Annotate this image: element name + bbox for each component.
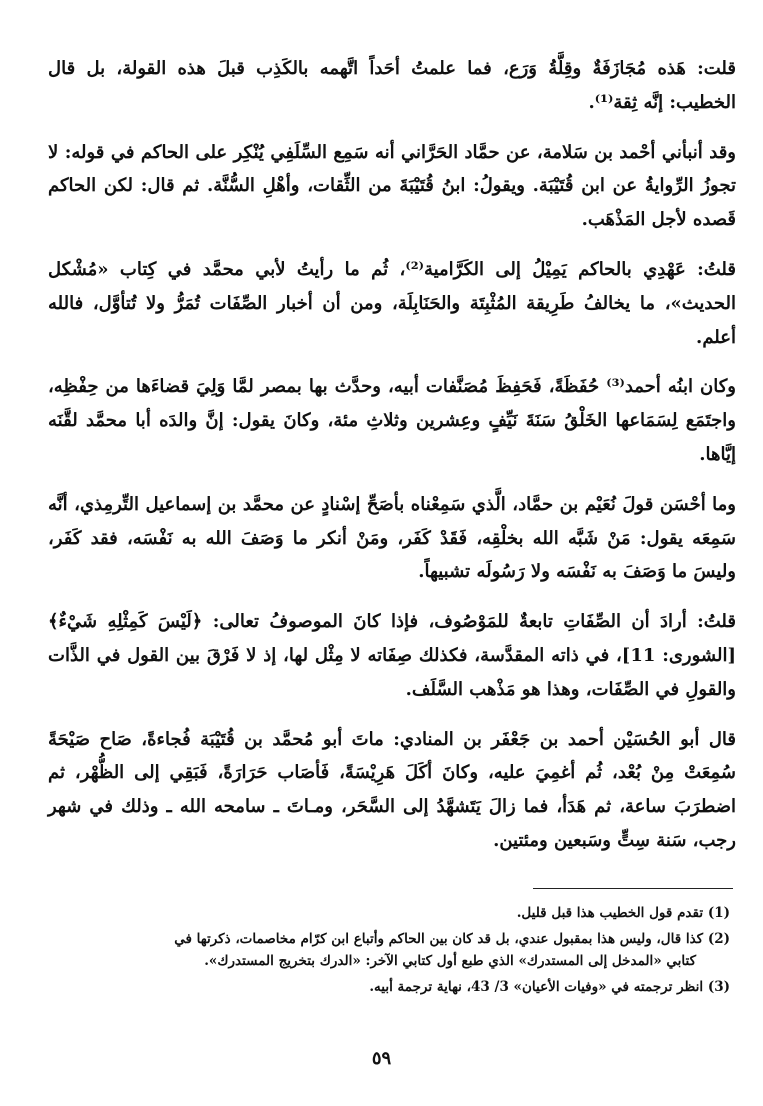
paragraph-3: قلتُ: عَهْدِي بالحاكم يَمِيْلُ إلى الكَرَّامية⁽²⁾، ثُم ما رأيتُ لأبي محمَّد في كِتاب «مُشْكل الحديث»، ما يخالفُ طَرِيقة المُثْبِتَة والحَنَابِلَة، ومن أن أخبار الصِّفَات تُمَرُّ ولا تُتأوَّل، فالله أعلم. [48, 258, 736, 348]
paragraph-6: قلتُ: أرادَ أن الصِّفَاتِ تابعةٌ للمَوْصُوف، فإذا كانَ الموصوفُ تعالى: ﴿لَيْسَ كَمِثْلِهِ شَيْءٌ﴾ [الشورى: 11]، في ذاته المقدَّسة، فكذلك صِفَاته لا مِثْل لها، إذ لا فَرْقَ بين القول في الذَّات والقولِ في الصِّفَات، وهذا هو مَذْهب السَّلَف. [48, 611, 736, 700]
footnote-separator [533, 888, 733, 889]
footnote-1-line [40, 902, 730, 924]
main-text [48, 52, 736, 874]
paragraph-1: قلت: هَذه مُجَازَفَةٌ وقِلَّةُ وَرَع، فما علمتُ أحَداً اتَّهمه بالكَذِب قبلَ هذه القولة، بل قال الخطيب: إنَّه ثِقة⁽¹⁾. [48, 58, 736, 113]
footnotes [40, 902, 730, 1002]
footnote-3-line [40, 976, 730, 998]
page-number: ٥٩ [371, 1048, 392, 1069]
footnote-1-text: تقدم قول الخطيب هذا قبل قليل. [516, 905, 704, 921]
footnote-3 [40, 976, 730, 998]
footnote-2 [40, 928, 730, 972]
footnote-1 [40, 902, 730, 924]
paragraph-2: وقد أنبأني أحْمد بن سَلامة، عن حمَّاد الحَرَّاني أنه سَمِع السِّلَفِي يُنْكِر على الحاكم في قوله: لا تجوزُ الرِّوايةُ عن ابن قُتَيْبَة. ويقولُ: ابنُ قُتَيْبَةَ من الثِّقات، وأهْلِ السُّنَّة. ثم قال: لكن الحاكم قَصده لأجل المَذْهَب. [48, 141, 736, 231]
footnote-3-text: انظر ترجمته في «وفيات الأعيان» 3/ 43، نهاية ترجمة أبيه. [369, 979, 704, 995]
footnote-2-text-1: كذا قال، وليس هذا بمقبول عندي، بل قد كان بين الحاكم وأتباع ابن كرّام مخاصمات، ذكرتها في [174, 931, 704, 947]
footnote-2-number: (2) [707, 931, 730, 947]
footnote-1-number: (1) [707, 905, 730, 921]
paragraph-5: وما أحْسَن قولَ نُعَيْم بن حمَّاد، الَّذي سَمِعْناه بأصَحِّ إسْنادٍ عن محمَّد بن إسماعيل التِّرمِذي، أنَّه سَمِعَه يقول: مَنْ شَبَّه الله بخلْقِه، فَقَدْ كَفَر، ومَنْ أنكر ما وَصَفَ الله به نَفْسَه، فقد كَفَر، وليسَ ما وَصَفَ به نَفْسَه ولا رَسُولَه تشبيهاً. [48, 493, 736, 583]
footnote-3-number: (3) [707, 979, 730, 995]
paragraph-7: قال أبو الحُسَيْن أحمد بن جَعْفَر بن المنادي: ماتَ أبو مُحمَّد بن قُتَيْبَة فُجاءةً، صَاح صَيْحَةً سُمِعَتْ مِنْ بُعْد، ثُم أغمِيَ عليه، وكانَ أكَلَ هَرِيْسَةً، فَأصَاب حَرَارَةً، فَبَقِي إلى الظُّهْر، ثم اضطرَبَ ساعة، ثم هَدَأ، فما زالَ يَتَشهَّدُ إلى السَّحَر، ومـاتَ ـ سامحه الله ـ وذلك في شهر رجب، سَنة سِتٍّ وسَبعين ومئتين. [48, 728, 736, 851]
footnote-2-line-2: كتابي «المدخل إلى المستدرك» الذي طبع أول كتابي الآخر: «الدرك بتخريج المستدرك». [204, 953, 696, 969]
paragraph-4: وكان ابنُه أحمد⁽³⁾ حُفَظَةً، فَحَفِظَ مُصَنَّفات أبيه، وحدَّث بها بمصر لمَّا وَلِيَ قضاءَها من حِفْظِه، واجتَمَع لِسَمَاعها الخَلْقُ سَنَةَ نَيِّفٍ وعِشرين وثلاثِ مئة، وكانَ يقول: إنَّ والدَه أبا محمَّد لقَّنَه إيَّاها. [48, 376, 737, 465]
footnote-2-line-1 [40, 928, 730, 950]
